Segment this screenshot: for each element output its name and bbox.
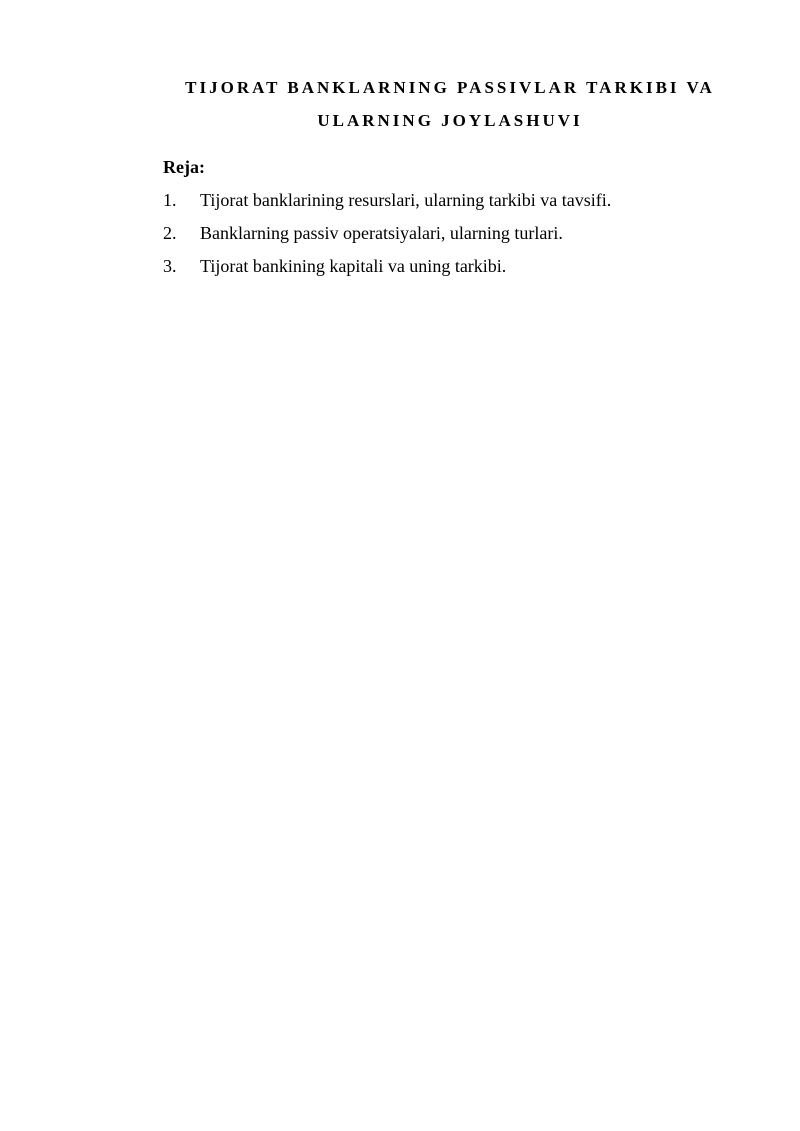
plan-item-number: 3. bbox=[163, 256, 177, 276]
plan-item-text: Tijorat banklarining resurslari, ularning tarkibi va tavsifi. bbox=[200, 190, 612, 210]
document-title-line-2: ULARNING JOYLASHUVI bbox=[317, 111, 583, 130]
plan-item-text: Tijorat bankining kapitali va uning tarkibi. bbox=[200, 256, 507, 276]
plan-item bbox=[163, 189, 611, 222]
plan-list bbox=[163, 189, 611, 288]
plan-item-number: 2. bbox=[163, 223, 177, 243]
plan-item-number: 1. bbox=[163, 190, 177, 210]
document-title-line-1: TIJORAT BANKLARNING PASSIVLAR TARKIBI VA bbox=[185, 78, 715, 97]
plan-item bbox=[163, 255, 611, 288]
plan-item-text: Banklarning passiv operatsiyalari, ularning turlari. bbox=[200, 223, 563, 243]
plan-item bbox=[163, 222, 611, 255]
plan-heading: Reja: bbox=[163, 157, 205, 177]
